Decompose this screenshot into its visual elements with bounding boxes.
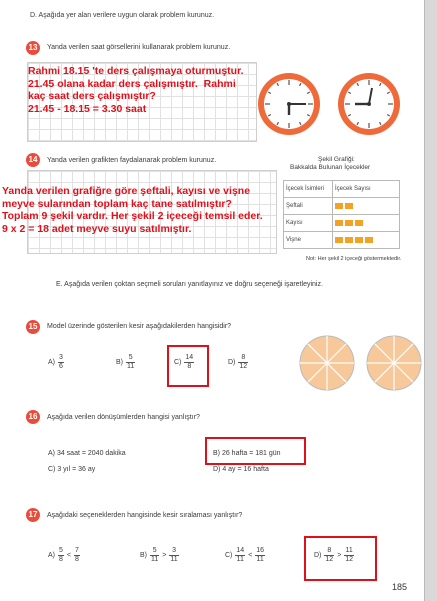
comparison-sign: > (337, 552, 342, 559)
q15-option-d[interactable] (228, 354, 248, 371)
col-header-count: İçecek Sayısı (333, 181, 400, 198)
option-letter: D) (228, 359, 236, 366)
q14-answer-line: 9 x 2 = 18 adet meyve suyu satılmıştır. (2, 222, 192, 235)
q14-answer (2, 185, 263, 235)
question-17-badge: 17 (26, 508, 40, 522)
answer-mark-q15 (167, 345, 209, 387)
fraction: $\frac{3}{6}$ (59, 354, 63, 370)
q13-answer (28, 65, 244, 115)
question-16-prompt: Aşağıda verilen dönüşümlerden hangisi yanlıştır? (47, 414, 200, 421)
fraction: $\frac{11}{12}$ (345, 547, 354, 563)
chart-shape (345, 220, 353, 226)
answer-mark-q17 (304, 536, 377, 581)
chart-shape (345, 203, 353, 209)
row-shapes-visne (333, 232, 400, 249)
q13-answer-line: 21.45 - 18.15 = 3.30 saat (28, 102, 147, 115)
row-name-visne: Vişne (284, 232, 333, 249)
question-14-prompt: Yanda verilen grafikten faydalanarak problem kurunuz. (47, 157, 217, 164)
fraction: $\frac{3}{11}$ (170, 547, 178, 563)
option-letter: B) (140, 552, 147, 559)
chart-shape (335, 237, 343, 243)
q15-option-b[interactable] (116, 354, 135, 371)
chart-shape (335, 203, 343, 209)
q15-option-a[interactable] (48, 354, 64, 371)
clock-one (255, 70, 323, 138)
q17-option-b[interactable] (140, 547, 179, 564)
fraction: $\frac{16}{11}$ (256, 547, 265, 563)
q14-answer-line: Toplam 9 şekil vardır. Her şekil 2 içeceği temsil eder. (2, 210, 263, 222)
row-name-seftali: Şeftali (284, 198, 333, 215)
page-edge-line (424, 0, 425, 601)
q17-option-a[interactable] (48, 547, 80, 564)
page-edge (425, 0, 437, 601)
option-letter: A) (48, 552, 55, 559)
comparison-sign: < (248, 552, 253, 559)
option-letter: D) (314, 552, 322, 559)
q13-answer-line: kaç saat ders çalışmıştır? (28, 90, 156, 102)
question-13-badge: 13 (26, 41, 40, 55)
q17-option-c[interactable] (225, 547, 265, 564)
row-name-kayisi: Kayısı (284, 215, 333, 232)
answer-mark-q16 (205, 437, 306, 465)
option-letter: C) (225, 552, 233, 559)
question-15-prompt: Model üzerinde gösterilen kesir aşağıdakilerden hangisidir? (47, 323, 232, 330)
fraction: $\frac{8}{12}$ (325, 547, 334, 563)
chart-subtitle: Bakkalda Bulunan İçecekler (290, 164, 371, 171)
comparison-sign: > (162, 552, 167, 559)
fraction: $\frac{5}{8}$ (59, 547, 63, 563)
chart-shape (365, 237, 373, 243)
option-letter: A) (48, 359, 55, 366)
q13-answer-line: Rahmi 18.15 'te ders çalışmaya oturmuştur. (28, 65, 244, 77)
option-letter: B) (116, 359, 123, 366)
option-letter: C) (174, 359, 182, 366)
q16-option-a[interactable]: A) 34 saat = 2040 dakika (48, 450, 126, 457)
q13-answer-line: 21.45 olana kadar ders çalışmıştır. Rahmi (28, 77, 236, 90)
row-shapes-kayisi (333, 215, 400, 232)
question-16-badge: 16 (26, 410, 40, 424)
chart-shape (335, 220, 343, 226)
fraction: $\frac{5}{11}$ (151, 547, 159, 563)
question-13-prompt: Yanda verilen saat görsellerini kullanarak problem kurunuz. (47, 44, 231, 51)
question-17-prompt: Aşağıdaki seçeneklerden hangisinde kesir sıralaması yanlıştır? (47, 512, 243, 519)
comparison-sign: < (66, 552, 71, 559)
question-14-badge: 14 (26, 153, 40, 167)
fraction: $\frac{14}{8}$ (185, 354, 194, 370)
page-number: 185 (392, 582, 408, 592)
chart-note: Not: Her şekil 2 içeceği göstermektedir. (306, 256, 402, 262)
row-shapes-seftali (333, 198, 400, 215)
clock-two (335, 70, 403, 138)
q14-answer-line: Yanda verilen grafiğre göre şeftali, kayısı ve vişne (2, 185, 251, 197)
section-d-heading: D. Aşağıda yer alan verilere uygun olarak problem kurunuz. (30, 12, 215, 19)
q16-option-d[interactable]: D) 4 ay = 16 hafta (213, 466, 269, 473)
q16-option-b[interactable]: B) 26 hafta = 181 gün (213, 450, 281, 457)
fraction: $\frac{5}{11}$ (127, 354, 135, 370)
fraction-model-pies (297, 335, 427, 391)
chart-title: Şekil Grafiği: (318, 156, 355, 163)
q14-answer-line: meyve sularından toplam kaç tane satılmıştır? (2, 197, 232, 210)
chart-shape (355, 237, 363, 243)
chart-shape (355, 220, 363, 226)
chart-shape (345, 237, 353, 243)
col-header-name: İçecek İsimleri (284, 181, 333, 198)
fraction: $\frac{14}{11}$ (236, 547, 245, 563)
fraction: $\frac{8}{12}$ (239, 354, 248, 370)
section-e-heading: E. Aşağıda verilen çoktan seçmeli soruları yanıtlayınız ve doğru seçeneği işaretleyiniz. (56, 281, 323, 288)
fraction: $\frac{7}{8}$ (75, 547, 79, 563)
shape-chart-table (283, 180, 400, 249)
q16-option-c[interactable]: C) 3 yıl = 36 ay (48, 466, 96, 473)
question-15-badge: 15 (26, 320, 40, 334)
